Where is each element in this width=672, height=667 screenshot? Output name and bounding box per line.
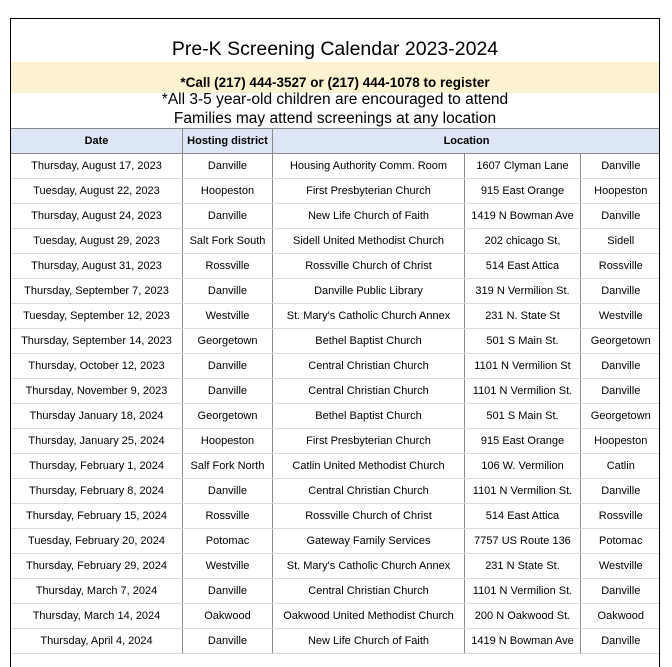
city-cell: Danville bbox=[581, 154, 661, 179]
city-cell: Hoopeston bbox=[581, 429, 661, 454]
city-cell: Georgetown bbox=[581, 329, 661, 354]
table-row bbox=[11, 479, 661, 504]
date-cell: Thursday, April 4, 2024 bbox=[11, 629, 183, 654]
table-header-row bbox=[11, 129, 661, 154]
city-cell: Hoopeston bbox=[581, 179, 661, 204]
screening-table bbox=[10, 128, 660, 654]
venue-cell: Oakwood United Methodist Church bbox=[273, 604, 465, 629]
date-cell: Thursday, August 31, 2023 bbox=[11, 254, 183, 279]
city-cell: Danville bbox=[581, 479, 661, 504]
city-cell: Westville bbox=[581, 554, 661, 579]
address-cell: 1101 N Vermilion St bbox=[465, 354, 581, 379]
city-cell: Rossville bbox=[581, 504, 661, 529]
city-cell: Rossville bbox=[581, 254, 661, 279]
city-cell: Potomac bbox=[581, 529, 661, 554]
date-cell: Thursday January 18, 2024 bbox=[11, 404, 183, 429]
address-cell: 915 East Orange bbox=[465, 179, 581, 204]
district-cell: Danville bbox=[183, 629, 273, 654]
date-cell: Thursday, August 24, 2023 bbox=[11, 204, 183, 229]
date-cell: Thursday, February 8, 2024 bbox=[11, 479, 183, 504]
city-cell: Danville bbox=[581, 279, 661, 304]
table-row bbox=[11, 579, 661, 604]
calendar-sheet bbox=[10, 18, 660, 667]
address-cell: 1419 N Bowman Ave bbox=[465, 629, 581, 654]
table-row bbox=[11, 304, 661, 329]
address-cell: 514 East Attica bbox=[465, 254, 581, 279]
district-cell: Potomac bbox=[183, 529, 273, 554]
date-cell: Tuesday, August 29, 2023 bbox=[11, 229, 183, 254]
venue-cell: New Life Church of Faith bbox=[273, 629, 465, 654]
page-title: Pre-K Screening Calendar 2023-2024 bbox=[171, 38, 499, 60]
table-row bbox=[11, 454, 661, 479]
table-row bbox=[11, 204, 661, 229]
venue-cell: Danville Public Library bbox=[273, 279, 465, 304]
table-row bbox=[11, 179, 661, 204]
district-cell: Georgetown bbox=[183, 329, 273, 354]
venue-cell: Bethel Baptist Church bbox=[273, 329, 465, 354]
location-note: Families may attend screenings at any location bbox=[173, 110, 497, 127]
table-row bbox=[11, 379, 661, 404]
address-cell: 319 N Vermilion St. bbox=[465, 279, 581, 304]
date-cell: Thursday, September 7, 2023 bbox=[11, 279, 183, 304]
district-cell: Westville bbox=[183, 554, 273, 579]
table-row bbox=[11, 229, 661, 254]
venue-cell: New Life Church of Faith bbox=[273, 204, 465, 229]
table-row bbox=[11, 429, 661, 454]
date-cell: Thursday, August 17, 2023 bbox=[11, 154, 183, 179]
city-cell: Danville bbox=[581, 579, 661, 604]
district-cell: Danville bbox=[183, 479, 273, 504]
city-cell: Oakwood bbox=[581, 604, 661, 629]
date-cell: Thursday, February 29, 2024 bbox=[11, 554, 183, 579]
table-row bbox=[11, 354, 661, 379]
city-cell: Catlin bbox=[581, 454, 661, 479]
address-cell: 1419 N Bowman Ave bbox=[465, 204, 581, 229]
district-cell: Westville bbox=[183, 304, 273, 329]
address-cell: 7757 US Route 136 bbox=[465, 529, 581, 554]
district-cell: Georgetown bbox=[183, 404, 273, 429]
address-cell: 1101 N Vermilion St. bbox=[465, 579, 581, 604]
district-cell: Danville bbox=[183, 379, 273, 404]
date-cell: Thursday, February 1, 2024 bbox=[11, 454, 183, 479]
district-cell: Oakwood bbox=[183, 604, 273, 629]
district-cell: Danville bbox=[183, 204, 273, 229]
table-row bbox=[11, 554, 661, 579]
venue-cell: Central Christian Church bbox=[273, 479, 465, 504]
address-cell: 200 N Oakwood St. bbox=[465, 604, 581, 629]
date-cell: Thursday, January 25, 2024 bbox=[11, 429, 183, 454]
attendance-note: *All 3-5 year-old children are encouraged to attend bbox=[161, 91, 509, 108]
venue-cell: Central Christian Church bbox=[273, 354, 465, 379]
date-cell: Thursday, November 9, 2023 bbox=[11, 379, 183, 404]
venue-cell: Rossville Church of Christ bbox=[273, 504, 465, 529]
address-cell: 1101 N Vermilion St. bbox=[465, 379, 581, 404]
address-cell: 1101 N Vermilion St. bbox=[465, 479, 581, 504]
venue-cell: Central Christian Church bbox=[273, 379, 465, 404]
date-cell: Thursday, March 14, 2024 bbox=[11, 604, 183, 629]
table-row bbox=[11, 254, 661, 279]
date-cell: Thursday, October 12, 2023 bbox=[11, 354, 183, 379]
date-cell: Tuesday, August 22, 2023 bbox=[11, 179, 183, 204]
district-cell: Danville bbox=[183, 279, 273, 304]
address-cell: 231 N State St. bbox=[465, 554, 581, 579]
district-cell: Danville bbox=[183, 354, 273, 379]
city-cell: Westville bbox=[581, 304, 661, 329]
address-cell: 1607 Clyman Lane bbox=[465, 154, 581, 179]
address-cell: 915 East Orange bbox=[465, 429, 581, 454]
address-cell: 501 S Main St. bbox=[465, 404, 581, 429]
city-cell: Sidell bbox=[581, 229, 661, 254]
address-cell: 514 East Attica bbox=[465, 504, 581, 529]
table-row bbox=[11, 154, 661, 179]
city-cell: Danville bbox=[581, 204, 661, 229]
date-cell: Thursday, March 7, 2024 bbox=[11, 579, 183, 604]
city-cell: Danville bbox=[581, 379, 661, 404]
venue-cell: First Presbyterian Church bbox=[273, 429, 465, 454]
table-row bbox=[11, 529, 661, 554]
date-cell: Tuesday, September 12, 2023 bbox=[11, 304, 183, 329]
district-cell: Salt Fork South bbox=[183, 229, 273, 254]
registration-call-line: *Call (217) 444-3527 or (217) 444-1078 to register bbox=[11, 62, 659, 93]
table-row bbox=[11, 329, 661, 354]
venue-cell: Housing Authority Comm. Room bbox=[273, 154, 465, 179]
address-cell: 501 S Main St. bbox=[465, 329, 581, 354]
venue-cell: Bethel Baptist Church bbox=[273, 404, 465, 429]
venue-cell: Central Christian Church bbox=[273, 579, 465, 604]
date-cell: Thursday, February 15, 2024 bbox=[11, 504, 183, 529]
address-cell: 202 chicago St, bbox=[465, 229, 581, 254]
address-cell: 231 N. State St bbox=[465, 304, 581, 329]
table-row bbox=[11, 404, 661, 429]
column-header-location: Location bbox=[273, 129, 661, 154]
table-row bbox=[11, 279, 661, 304]
date-cell: Thursday, September 14, 2023 bbox=[11, 329, 183, 354]
city-cell: Danville bbox=[581, 629, 661, 654]
district-cell: Danville bbox=[183, 154, 273, 179]
city-cell: Georgetown bbox=[581, 404, 661, 429]
district-cell: Hoopeston bbox=[183, 179, 273, 204]
venue-cell: Catlin United Methodist Church bbox=[273, 454, 465, 479]
table-row bbox=[11, 504, 661, 529]
column-header-date: Date bbox=[11, 129, 183, 154]
date-cell: Tuesday, February 20, 2024 bbox=[11, 529, 183, 554]
column-header-district: Hosting district bbox=[183, 129, 273, 154]
district-cell: Danville bbox=[183, 579, 273, 604]
address-cell: 106 W. Vermilion bbox=[465, 454, 581, 479]
district-cell: Rossville bbox=[183, 504, 273, 529]
table-row bbox=[11, 604, 661, 629]
district-cell: Hoopeston bbox=[183, 429, 273, 454]
venue-cell: St. Mary's Catholic Church Annex bbox=[273, 304, 465, 329]
venue-cell: Sidell United Methodist Church bbox=[273, 229, 465, 254]
venue-cell: Rossville Church of Christ bbox=[273, 254, 465, 279]
venue-cell: First Presbyterian Church bbox=[273, 179, 465, 204]
venue-cell: Gateway Family Services bbox=[273, 529, 465, 554]
district-cell: Rossville bbox=[183, 254, 273, 279]
district-cell: Salf Fork North bbox=[183, 454, 273, 479]
city-cell: Danville bbox=[581, 354, 661, 379]
table-row bbox=[11, 629, 661, 654]
venue-cell: St. Mary's Catholic Church Annex bbox=[273, 554, 465, 579]
